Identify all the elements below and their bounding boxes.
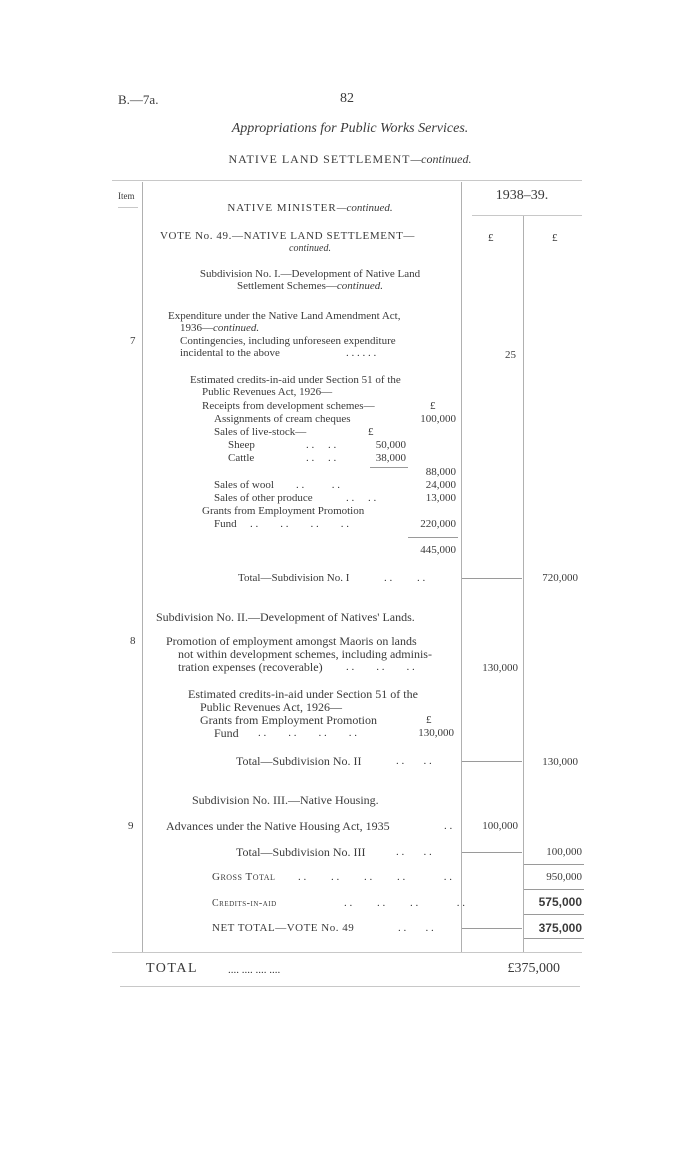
item-column-rule	[142, 182, 143, 952]
sub3-total-amount: 100,000	[546, 846, 582, 858]
total-column-rule	[523, 216, 524, 952]
page-number: 82	[340, 91, 354, 106]
sub3-total-label: Total—Subdivision No. III	[236, 845, 366, 859]
assignments-label: Assignments of cream cheques	[214, 413, 351, 425]
net-total-dots: . . . .	[398, 922, 434, 934]
sub3-heading: Subdivision No. III.—Native Housing.	[192, 793, 379, 807]
cattle-dots: . . . .	[306, 452, 337, 464]
net-total-label: NET TOTAL—VOTE No. 49	[212, 922, 355, 934]
item-head-rule	[118, 207, 138, 208]
sub1-credits-line2: Public Revenues Act, 1926—	[202, 386, 333, 398]
promotion-dots: . . . . . .	[346, 661, 415, 673]
sub2-grants-dots: . . . . . . . .	[258, 727, 357, 739]
vote-heading-line2: continued.	[289, 243, 331, 254]
gross-total-amount: 950,000	[546, 871, 582, 883]
sheep-label: Sheep	[228, 439, 255, 451]
livestock-total: 88,000	[425, 466, 456, 478]
credits-in-aid-dots: . . . . . . . .	[344, 897, 465, 909]
vote-heading-line1: VOTE No. 49.—NATIVE LAND SETTLEMENT—	[160, 230, 416, 242]
grand-total-dots: .... .... .... ....	[228, 964, 281, 976]
sub1-total-label: Total—Subdivision No. I	[238, 572, 350, 584]
item-number-8: 8	[130, 635, 136, 647]
credits-in-aid-label: Credits-in-aid	[212, 898, 277, 909]
other-produce-amount: 13,000	[425, 492, 456, 504]
contingencies-dots: . . . . . .	[346, 347, 377, 359]
sub1-grants-line2: Fund	[214, 518, 237, 530]
promotion-line2: not within development schemes, including adminis-	[178, 647, 432, 661]
sub1-total-rule	[462, 578, 522, 579]
other-produce-dots: . . . .	[346, 492, 377, 504]
sub2-total-dots: . . . .	[396, 755, 432, 767]
credits-in-aid-amount: 575,000	[538, 895, 582, 909]
page-title: Appropriations for Public Works Services.	[231, 121, 469, 136]
item-column-header: Item	[118, 191, 135, 201]
minister-heading: NATIVE MINISTER—continued.	[227, 202, 393, 214]
sub2-grants-pound: £	[426, 714, 432, 726]
other-produce-label: Sales of other produce	[214, 492, 313, 504]
gross-total-top-rule	[524, 864, 584, 865]
sub1-total-dots: . . . .	[384, 572, 426, 584]
sub3-total-rule	[462, 852, 522, 853]
sub1-expenditure-line1: Expenditure under the Native Land Amendment Act,	[168, 310, 401, 322]
sub1-credits-total: 445,000	[420, 544, 456, 556]
item-number-9: 9	[128, 820, 134, 832]
receipts-pound: £	[430, 400, 436, 412]
sheep-amount: 50,000	[375, 439, 406, 451]
table-bottom-rule	[112, 952, 582, 953]
net-total-bottom-rule	[524, 938, 584, 939]
livestock-label: Sales of live-stock—	[214, 426, 307, 438]
gross-total-dots: . . . . . . . . . .	[298, 871, 452, 883]
year-column-header: 1938–39.	[495, 188, 549, 203]
table-top-rule	[112, 180, 582, 181]
sub2-total-rule	[462, 761, 522, 762]
sub2-grants-amount: 130,000	[418, 727, 454, 739]
sheep-dots: . . . .	[306, 439, 337, 451]
promotion-line3: tration expenses (recoverable)	[178, 660, 323, 674]
sub1-total-amount: 720,000	[542, 572, 578, 584]
pound-sign-col1: £	[488, 232, 494, 244]
advances-amount: 100,000	[482, 820, 518, 832]
sub3-total-dots: . . . .	[396, 846, 432, 858]
gross-total-label: Gross Total	[212, 871, 276, 883]
sub2-grants-line2: Fund	[214, 726, 239, 740]
sub2-total-label: Total—Subdivision No. II	[236, 754, 362, 768]
sub2-credits-line2: Public Revenues Act, 1926—	[200, 700, 342, 714]
contingencies-line1: Contingencies, including unforeseen expenditure	[180, 335, 396, 347]
grand-total-label: TOTAL	[146, 961, 199, 976]
livestock-pound: £	[368, 426, 374, 438]
advances-dots: . .	[444, 820, 453, 832]
assignments-amount: 100,000	[420, 413, 456, 425]
promotion-line1: Promotion of employment amongst Maoris on lands	[166, 634, 417, 648]
grand-total-amount: £375,000	[507, 961, 560, 976]
contingencies-line2: incidental to the above	[180, 347, 280, 359]
net-total-top-rule	[524, 914, 584, 915]
wool-dots: . . . .	[296, 479, 340, 491]
item-number-7: 7	[130, 335, 136, 347]
sub2-credits-line1: Estimated credits-in-aid under Section 51 of the	[188, 687, 418, 701]
amount-column-rule	[461, 182, 462, 952]
sub1-heading-line1: Subdivision No. I.—Development of Native Land	[199, 268, 421, 280]
year-head-rule	[472, 215, 582, 216]
net-total-mid-rule	[462, 928, 522, 929]
sub1-expenditure-line2: 1936—continued.	[180, 322, 260, 334]
net-total-amount: 375,000	[538, 921, 582, 935]
grand-total-rule	[120, 986, 580, 987]
contingencies-amount: 25	[505, 349, 516, 361]
sub1-heading-line2: Settlement Schemes—continued.	[236, 280, 384, 292]
sub1-grants-dots: . . . . . . . .	[250, 518, 349, 530]
wool-label: Sales of wool	[214, 479, 274, 491]
sub2-grants-line1: Grants from Employment Promotion	[200, 713, 377, 727]
wool-amount: 24,000	[425, 479, 456, 491]
sub1-grants-line1: Grants from Employment Promotion	[202, 505, 365, 517]
pound-sign-col2: £	[552, 232, 558, 244]
sub1-credits-rule	[408, 537, 458, 538]
advances-label: Advances under the Native Housing Act, 1935	[166, 819, 390, 833]
credits-top-rule	[524, 889, 584, 890]
receipts-label: Receipts from development schemes—	[202, 400, 375, 412]
section-heading: NATIVE LAND SETTLEMENT—continued.	[228, 152, 472, 166]
cattle-label: Cattle	[228, 452, 255, 464]
report-reference: B.—7a.	[118, 92, 159, 107]
sub2-heading: Subdivision No. II.—Development of Natives' Lands.	[156, 610, 415, 624]
sub1-grants-amount: 220,000	[420, 518, 456, 530]
sub2-total-amount: 130,000	[542, 756, 578, 768]
sub1-credits-line1: Estimated credits-in-aid under Section 51 of the	[190, 374, 401, 386]
promotion-amount: 130,000	[482, 662, 518, 674]
cattle-amount: 38,000	[375, 452, 406, 464]
